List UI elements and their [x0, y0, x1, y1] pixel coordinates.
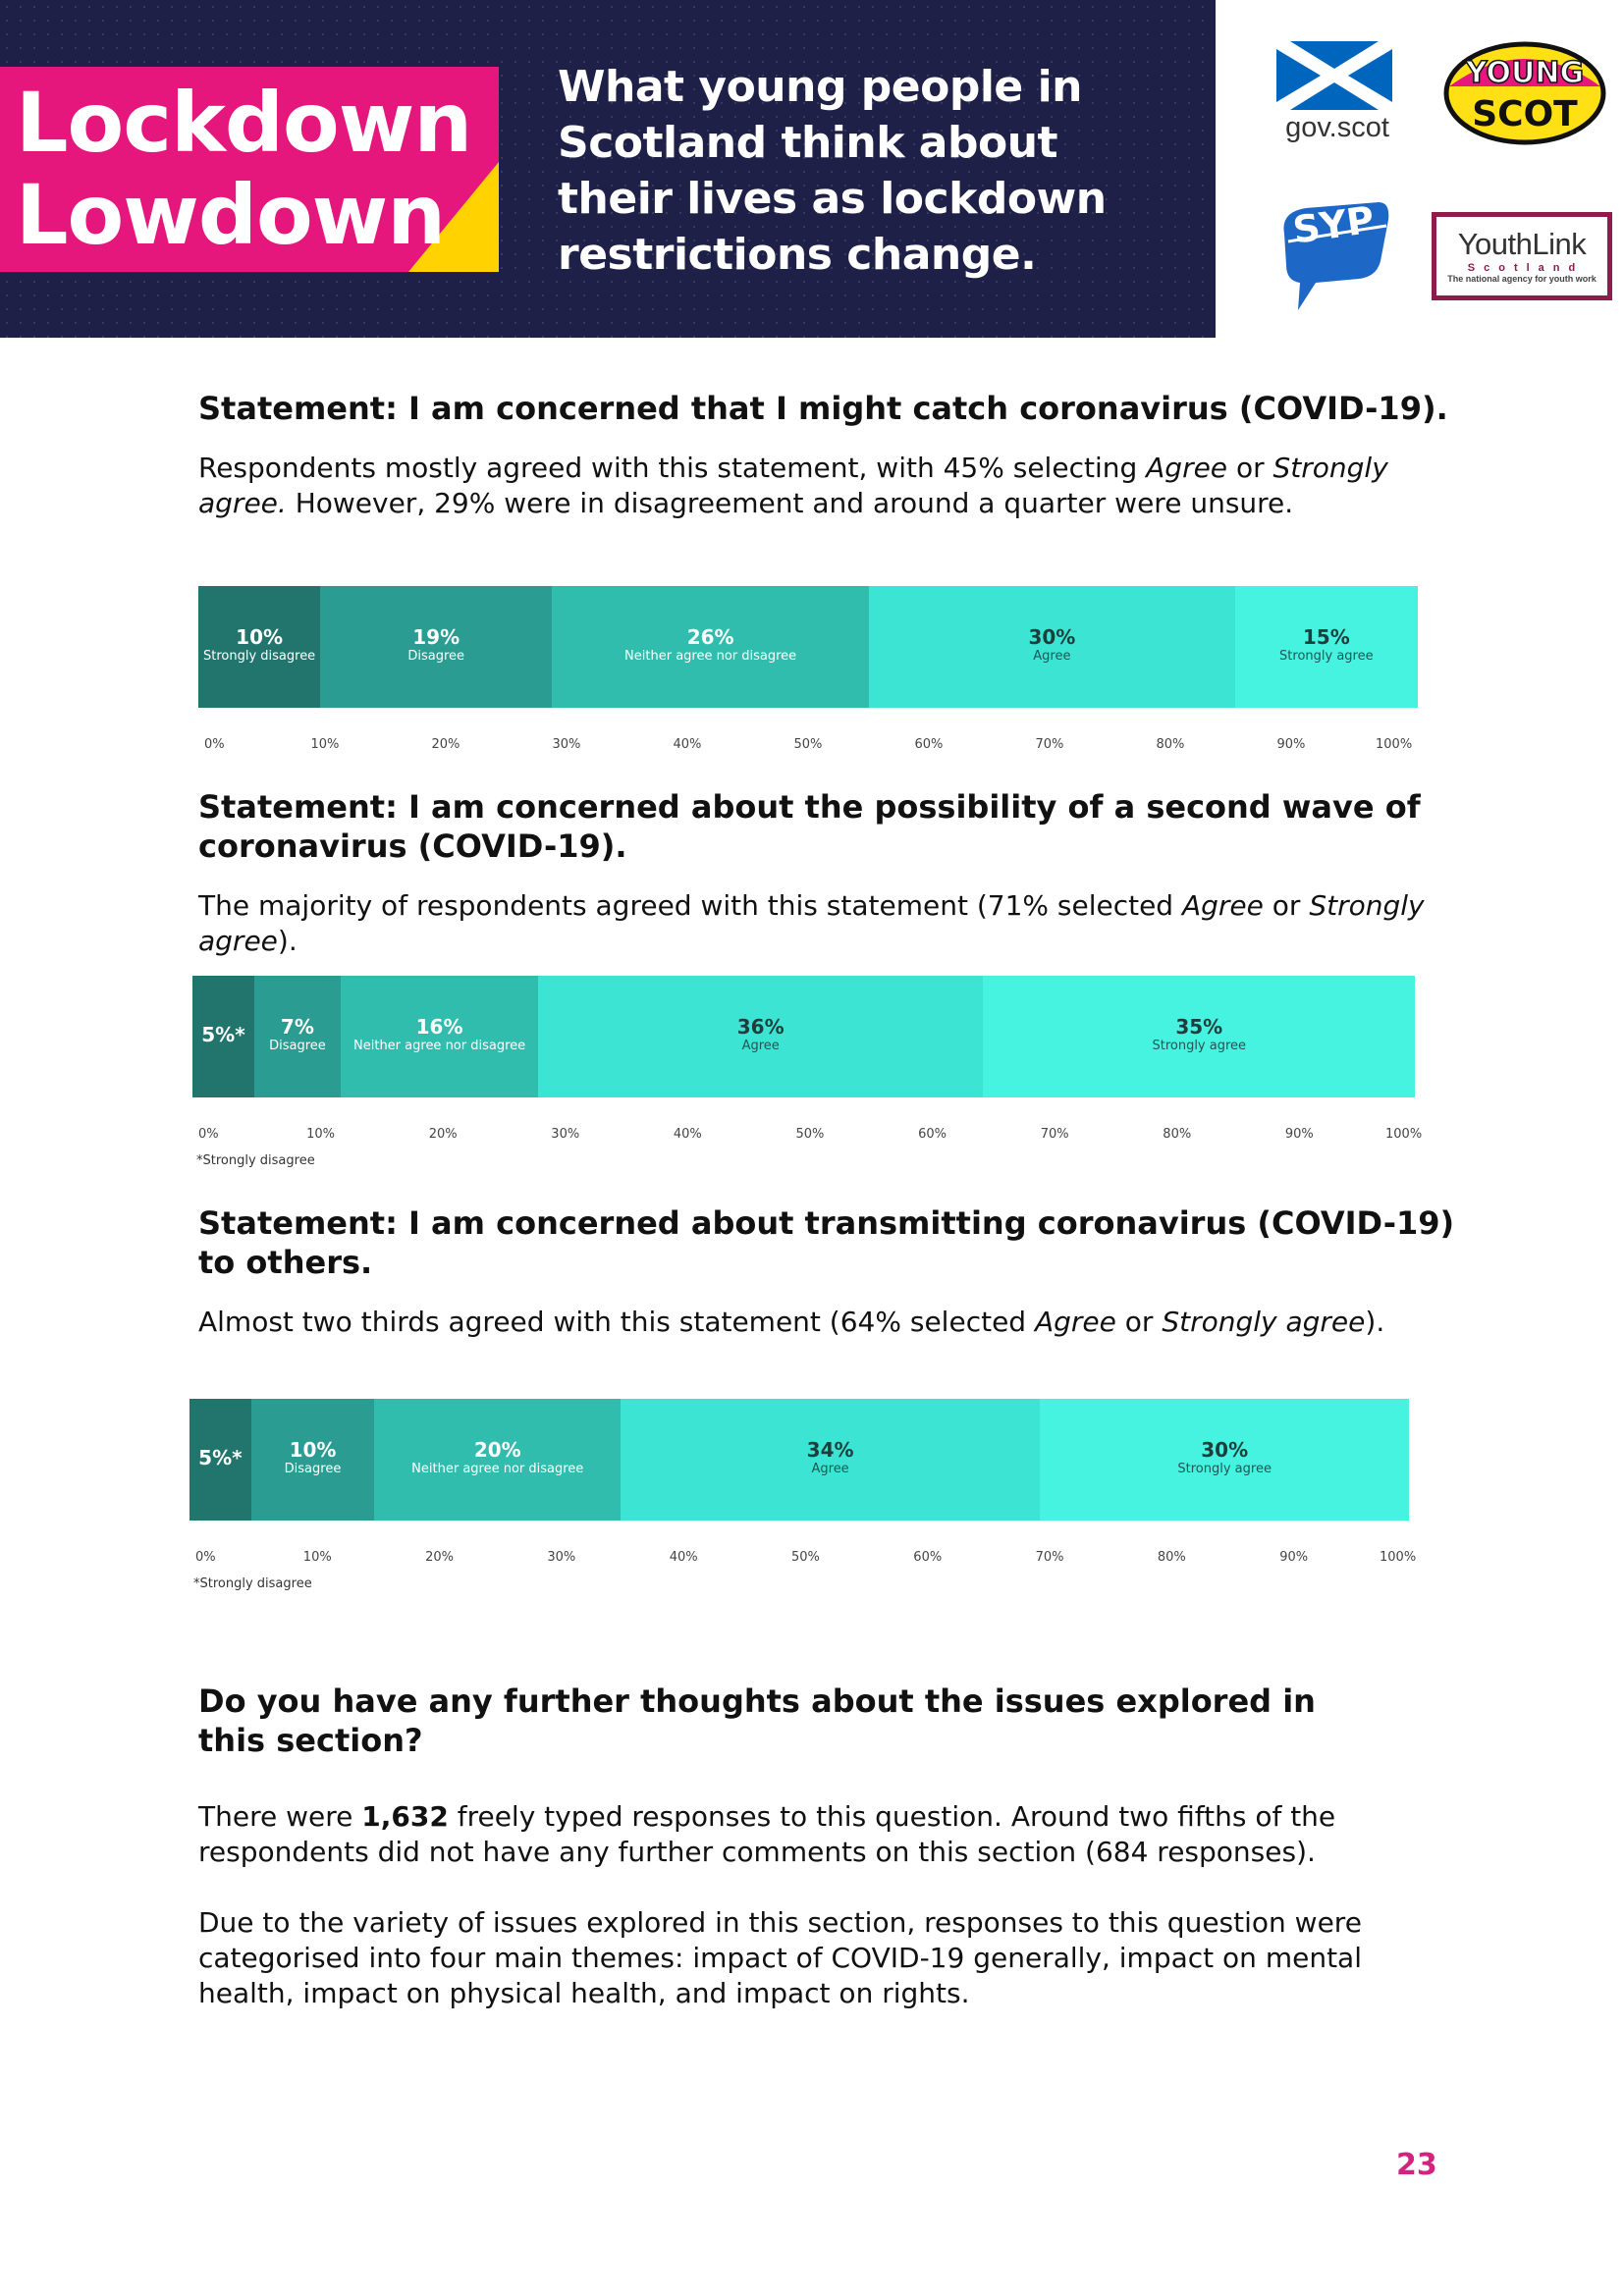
- chart-second-wave: [192, 976, 1428, 1172]
- bar-segment-neither-agree-nor-disagree: [552, 586, 869, 708]
- x-tick-label: 30%: [552, 737, 581, 752]
- segment-value-label: 26%: [686, 625, 734, 649]
- bar-segment-agree: [621, 1399, 1040, 1521]
- govscot-label: gov.scot: [1285, 112, 1389, 143]
- saltire-flag-icon: [1276, 41, 1392, 110]
- segment-category-label: Disagree: [269, 1039, 326, 1053]
- bar-segment-neither-agree-nor-disagree: [341, 976, 538, 1097]
- x-tick-label: 50%: [791, 1550, 820, 1565]
- x-tick-label: 80%: [1157, 1550, 1186, 1565]
- page-number: 23: [1396, 2148, 1437, 2182]
- section-3-summary: Almost two thirds agreed with this statement (64% selected Agree or Strongly agree).: [198, 1306, 1385, 1338]
- x-tick-label: 10%: [310, 737, 340, 752]
- segment-value-label: 34%: [806, 1438, 854, 1462]
- bar-segment-disagree: [251, 1399, 375, 1521]
- x-tick-label: 80%: [1163, 1127, 1192, 1142]
- x-tick-label: 50%: [793, 737, 823, 752]
- brand-line-1: Lockdown: [16, 75, 472, 171]
- brand-line-2: Lowdown: [16, 167, 446, 263]
- segment-value-label: 5%*: [198, 1446, 243, 1469]
- segment-value-label: 30%: [1201, 1438, 1249, 1462]
- chart-footnote: *Strongly disagree: [196, 1153, 315, 1168]
- x-tick-label: 70%: [1040, 1127, 1069, 1142]
- segment-category-label: Disagree: [407, 649, 464, 664]
- segment-value-label: 35%: [1175, 1015, 1223, 1039]
- bar-segment-strongly-disagree: [189, 1399, 251, 1521]
- segment-category-label: Agree: [1033, 649, 1071, 664]
- segment-value-label: 5%*: [201, 1023, 245, 1046]
- segment-value-label: 10%: [289, 1438, 337, 1462]
- further-thoughts-para-2: Due to the variety of issues explored in this section, responses to this question were categorised into four main themes: impact of COVID-19 generally, impact on mental health, impact on physical health, and impact on rights.: [198, 1906, 1362, 2009]
- youthlink-logo: [1432, 212, 1612, 300]
- segment-category-label: Strongly agree: [1279, 649, 1374, 664]
- x-tick-label: 90%: [1279, 1550, 1309, 1565]
- syp-speech-bubble-icon: [1276, 194, 1394, 317]
- bar-segment-strongly-agree: [983, 976, 1415, 1097]
- stacked-bar: [192, 976, 1428, 1097]
- stacked-bar: [198, 586, 1418, 708]
- x-tick-label: 50%: [795, 1127, 825, 1142]
- segment-value-label: 16%: [415, 1015, 463, 1039]
- header-banner: [0, 0, 1216, 338]
- section-1-heading: Statement: I am concerned that I might catch coronavirus (COVID-19).: [198, 390, 1448, 427]
- segment-value-label: 36%: [736, 1015, 785, 1039]
- segment-category-label: Strongly disagree: [202, 649, 316, 664]
- syp-label: SYP: [1290, 197, 1378, 252]
- x-tick-label: 60%: [918, 1127, 947, 1142]
- segment-category-label: Neither agree nor disagree: [411, 1462, 584, 1476]
- young-scot-logo: [1443, 41, 1606, 145]
- segment-category-label: Neither agree nor disagree: [624, 649, 797, 664]
- young-scot-badge-icon: [1443, 41, 1606, 145]
- x-tick-label: 0%: [204, 737, 225, 752]
- bar-segment-disagree: [320, 586, 552, 708]
- segment-category-label: Agree: [741, 1039, 780, 1053]
- young-scot-line-2: SCOT: [1472, 94, 1578, 134]
- x-tick-label: 70%: [1035, 737, 1064, 752]
- x-tick-label: 10%: [306, 1127, 335, 1142]
- section-2-summary: The majority of respondents agreed with this statement (71% selected Agree or Strongly agree).: [198, 889, 1425, 957]
- x-tick-label: 60%: [913, 1550, 943, 1565]
- brand-title: [16, 77, 471, 261]
- youthlink-scotland: Scotland: [1467, 262, 1585, 274]
- segment-category-label: Strongly agree: [1152, 1039, 1247, 1053]
- segment-value-label: 7%: [280, 1015, 314, 1039]
- youthlink-name: YouthLink: [1457, 227, 1587, 261]
- x-tick-label: 20%: [428, 1127, 458, 1142]
- segment-value-label: 19%: [412, 625, 460, 649]
- x-tick-label: 10%: [302, 1550, 332, 1565]
- x-tick-label: 80%: [1156, 737, 1185, 752]
- bar-segment-agree: [869, 586, 1235, 708]
- segment-category-label: Neither agree nor disagree: [353, 1039, 526, 1053]
- x-tick-label: 30%: [551, 1127, 580, 1142]
- section-3-heading: Statement: I am concerned about transmitting coronavirus (COVID-19) to others.: [198, 1204, 1455, 1281]
- segment-value-label: 15%: [1302, 625, 1350, 649]
- segment-value-label: 10%: [236, 625, 284, 649]
- x-tick-label: 70%: [1035, 1550, 1064, 1565]
- section-1-summary: Respondents mostly agreed with this statement, with 45% selecting Agree or Strongly agree. However, 29% were in disagreement and around a quarter were unsure.: [198, 452, 1388, 519]
- lockdown-lowdown-logo: [0, 67, 499, 272]
- x-tick-label: 30%: [547, 1550, 576, 1565]
- bar-segment-neither-agree-nor-disagree: [374, 1399, 621, 1521]
- segment-category-label: Agree: [811, 1462, 849, 1476]
- bar-segment-strongly-disagree: [192, 976, 254, 1097]
- bar-segment-strongly-disagree: [198, 586, 320, 708]
- x-tick-label: 20%: [431, 737, 460, 752]
- segment-value-label: 20%: [473, 1438, 521, 1462]
- x-tick-label: 90%: [1276, 737, 1306, 752]
- section-2-heading: Statement: I am concerned about the possibility of a second wave of coronavirus (COVID-19).: [198, 788, 1421, 865]
- further-thoughts-para-1: There were 1,632 freely typed responses to this question. Around two fifths of the respondents did not have any further comments on this section (684 responses).: [198, 1800, 1336, 1868]
- bar-segment-disagree: [254, 976, 341, 1097]
- segment-value-label: 30%: [1028, 625, 1076, 649]
- x-tick-label: 40%: [669, 1550, 698, 1565]
- x-tick-label: 0%: [198, 1127, 219, 1142]
- stacked-bar: [189, 1399, 1422, 1521]
- bar-segment-strongly-agree: [1235, 586, 1418, 708]
- x-tick-label: 100%: [1385, 1127, 1423, 1142]
- youthlink-tagline: The national agency for youth work: [1447, 274, 1597, 284]
- segment-category-label: Disagree: [284, 1462, 342, 1476]
- chart-transmitting-to-others: [189, 1399, 1422, 1595]
- bar-segment-strongly-agree: [1040, 1399, 1410, 1521]
- segment-category-label: Strongly agree: [1177, 1462, 1272, 1476]
- x-tick-label: 20%: [425, 1550, 454, 1565]
- syp-logo: [1276, 194, 1394, 317]
- chart-footnote: *Strongly disagree: [193, 1576, 312, 1591]
- x-tick-label: 90%: [1284, 1127, 1314, 1142]
- x-tick-label: 100%: [1376, 737, 1413, 752]
- x-tick-label: 60%: [914, 737, 944, 752]
- further-thoughts-heading: Do you have any further thoughts about the issues explored in this section?: [198, 1682, 1316, 1759]
- x-tick-label: 40%: [673, 737, 702, 752]
- chart-catch-coronavirus: [198, 586, 1418, 753]
- x-tick-label: 100%: [1380, 1550, 1417, 1565]
- young-scot-line-1: YOUNG: [1465, 56, 1585, 90]
- banner-tagline: What young people in Scotland think about their lives as lockdown restrictions change.: [558, 62, 1107, 280]
- x-tick-label: 40%: [673, 1127, 702, 1142]
- x-tick-label: 0%: [195, 1550, 216, 1565]
- govscot-logo: [1276, 41, 1398, 144]
- bar-segment-agree: [538, 976, 983, 1097]
